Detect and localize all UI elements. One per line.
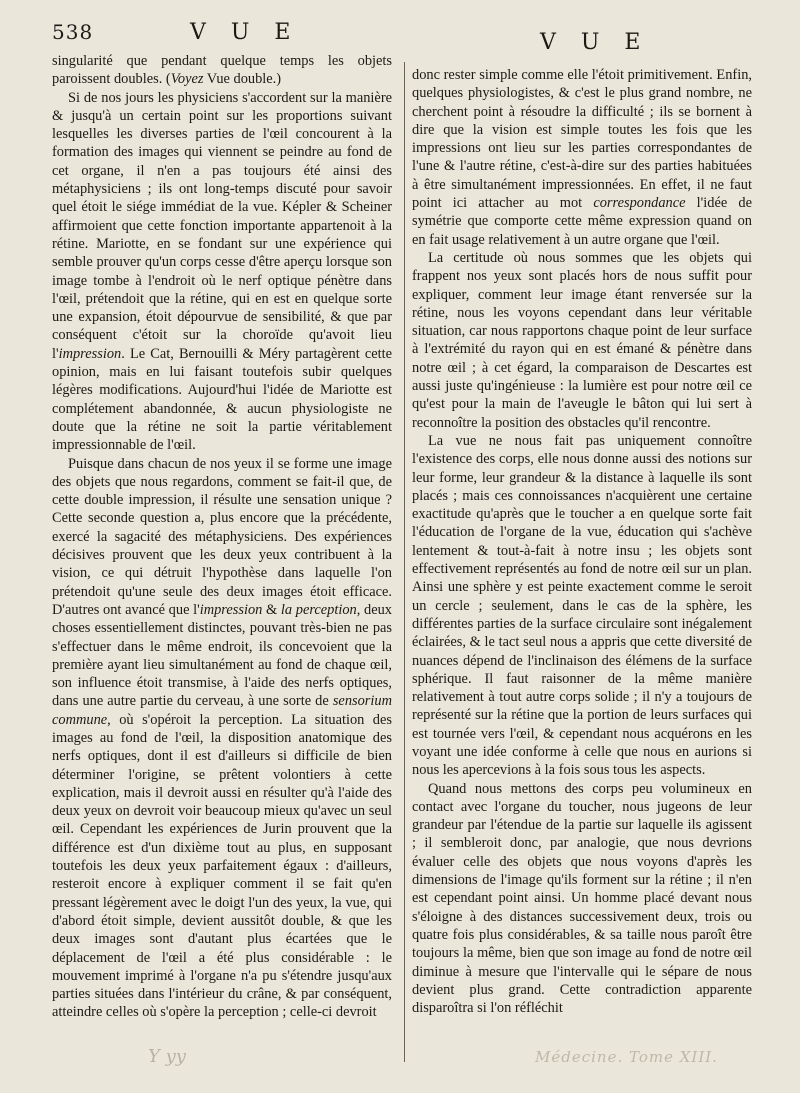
left-paragraph-1 xyxy=(52,52,392,89)
text-run: Si de nos jours les physiciens s'accordent sur la manière & jusqu'à un certain point sur les proportions suivant lesquelles les diverses parties de l'œil concourent à la formation des images qui viennent se peindre au fond de cet organe, il n'en a pas toujours été ainsi des métaphysiciens ; ils ont long-temps discuté pour savoir quel étoit le siége immédiat de la vue. Képler & Scheiner affirmoient que cette fonction importante appartenoit à la rétine. Mariotte, en se fondant sur une expérience qui semble prouver qu'un corps cesse d'être aperçu lorsque son image tombe à l'endroit où le nerf optique pénètre dans l'œil, prétendoit que la rétine, qui en est en quelque sorte une expansion, étoit dépourvue de sensibilité, & que par conséquent c'étoit sur la choroïde qu'avoit lieu l' xyxy=(52,89,392,362)
volume-note: Médecine. Tome XIII. xyxy=(535,1048,718,1066)
right-paragraph-3: La vue ne nous fait pas uniquement connoître l'existence des corps, elle nous donne aussi des notions sur leur forme, leur grandeur & la distance à laquelle ils sont placés ; mais ces connoissances n'acquièrent une certaine exactitude qu'après que le toucher a en quelque sorte fait l'éducation de l'organe de la vue, éducation qui s'achève lentement & tout-à-fait à notre insu ; les objets sont effectivement représentés au fond de notre œil sur un plan. Ainsi une sphère y est peinte exactement comme le seroit un cercle ; seulement, dans le cas de la sphère, les différentes parties de la surface circulaire sont inégalement éclairées, & le tact seul nous a appris que cette diversité de nuances dépend de l'inclinaison des élémens de la surface sphérique. Il faut raisonner de la même manière relativement à tout autre corps solide ; il n'y a toujours de représenté sur la rétine que la portion de leurs surfaces qui est tournée vers l'œil, & cependant nous acquérons en les voyant une idée conforme à celle que nous en aurions si nous les apercevions à la fois sous tous les aspects. xyxy=(412,432,752,779)
left-paragraph-3 xyxy=(52,455,392,1022)
left-column xyxy=(52,52,392,1022)
running-title-left: V U E xyxy=(190,20,300,45)
text-run: , où s'opéroit la perception. La situation des images au fond de l'œil, la disposition anatomique des nerfs optiques, dont il est d'ailleurs si difficile de bien déterminer l'origine, se prêtent volontiers à cette explication, mais il devroit aussi en résulter qu'à l'aide des deux yeux on devroit voir beaucoup mieux qu'avec un seul œil. Cependant les expériences de Jurin prouvent que la différence est d'un dixième tout au plus, en supposant toutefois les deux yeux parfaitement égaux : d'ailleurs, resteroit encore à expliquer comment il se fait qu'en pressant légèrement avec le doigt l'un des yeux, la vue, qui d'abord étoit simple, devient aussitôt double, & que les deux images sont d'autant plus écartées que le déplacement de l'œil a été plus considérable : le mouvement imprimé à l'organe n'a pu s'étendre jusqu'aux parties situées dans l'intérieur du crâne, & par conséquent, atteindre celles où s'opère la perception ; celle-ci devroit xyxy=(52,711,392,1021)
text-run: & xyxy=(262,601,281,618)
italic-run: la perception xyxy=(280,601,357,618)
right-paragraph-4: Quand nous mettons des corps peu volumineux en contact avec l'organe du toucher, nous jugeons de leur grandeur par l'étendue de la partie sur laquelle ils agissent ; il sembleroit donc, par analogie, que nous devrions évaluer celle des objets que nous voyons d'après les dimensions de l'image qu'ils forment sur la rétine ; il n'en est cependant point ainsi. Un homme placé devant nous s'éloigne à des distances successivement deux, trois ou quatre fois plus considérables, & sa taille nous paroît être toujours la même, bien que son image au fond de notre œil diminue à mesure que l'intervalle qui le sépare de nous devient plus grand. Cette contradiction apparente disparoîtra si l'on réfléchit xyxy=(412,780,752,1017)
left-paragraph-2 xyxy=(52,89,392,455)
text-run: . Le Cat, Bernouilli & Méry partagèrent cette opinion, mais en lui faisant toutefois subir quelques légères modifications. Aujourd'hui l'idée de Mariotte est complétement abandonnée, & aucun physiologiste ne doute que la rétine ne soit la partie véritablement impressionnable de l'œil. xyxy=(52,345,392,454)
italic-run: impression xyxy=(58,345,122,362)
italic-run: correspondance xyxy=(593,195,686,212)
text-run: Puisque dans chacun de nos yeux il se forme une image des objets que nous regardons, comment se fait-il que, de cette double impression, il résulte une sensation unique ? Cette seconde question a, plus encore que la précédente, exercé la sagacité des métaphysiciens. Des expériences décisives prouvent que les deux yeux contribuent à la vision, ce qui détruit l'hypothèse dans laquelle l'on prétendoit qu'une seule des deux images étoit efficace. D'autres ont avancé que l' xyxy=(52,455,392,618)
text-run: singularité que pendant quelque temps les objets paroissent doubles. ( xyxy=(52,53,392,88)
italic-run: Voyez xyxy=(170,71,204,88)
page-number: 538 xyxy=(52,20,94,44)
column-divider xyxy=(404,62,405,1062)
italic-run: impression xyxy=(199,601,263,618)
text-run: donc rester simple comme elle l'étoit primitivement. Enfin, quelques physiologistes, & c'est le plus grand nombre, ne cherchent point à résoudre la difficulté ; ils se bornent à dire que la vision est simple toutes les fois que les impressions ont lieu sur les parties correspondantes de l'une & l'autre rétine, c'est-à-dire sur des parties habituées à être simultanément impressionnées. En effet, il ne faut point ici attacher au mot xyxy=(412,67,752,212)
text-run: , deux choses essentiellement distinctes, pouvant très-bien ne pas s'effectuer dans le même endroit, ils concevoient que la première ayant lieu simultanément au fond de chaque œil, son influence étoit transmise, à l'aide des nerfs optiques, dans une autre partie du cerveau, à une sorte de xyxy=(52,601,393,710)
right-paragraph-2: La certitude où nous sommes que les objets qui frappent nos yeux sont placés hors de nous suffit pour expliquer, comment leur image étant renversée sur la rétine, nous les voyons cependant dans leur véritable situation, car nous rapportons chaque point de leur surface à l'extrémité du rayon qui en est émané & pénètre dans notre œil ; à cet égard, la comparaison de Descartes est aussi juste qu'ingénieuse : la lumière est pour notre œil ce qu'est pour la main de l'aveugle le bâton qui lui sert à reconnoître la position des obstacles qu'il rencontre. xyxy=(412,249,752,431)
page-footer xyxy=(0,1046,800,1076)
right-column xyxy=(412,66,752,1017)
signature-mark: Y yy xyxy=(148,1046,186,1067)
running-title-right: V U E xyxy=(540,30,650,55)
italic-run: sensorium commune xyxy=(52,693,392,728)
text-run: l'idée de symétrie que comporte cette même expression quand on en fait usage relativement à un autre organe que l'œil. xyxy=(412,195,752,248)
cross-reference: Vue double.) xyxy=(203,71,282,88)
right-paragraph-1 xyxy=(412,66,752,249)
